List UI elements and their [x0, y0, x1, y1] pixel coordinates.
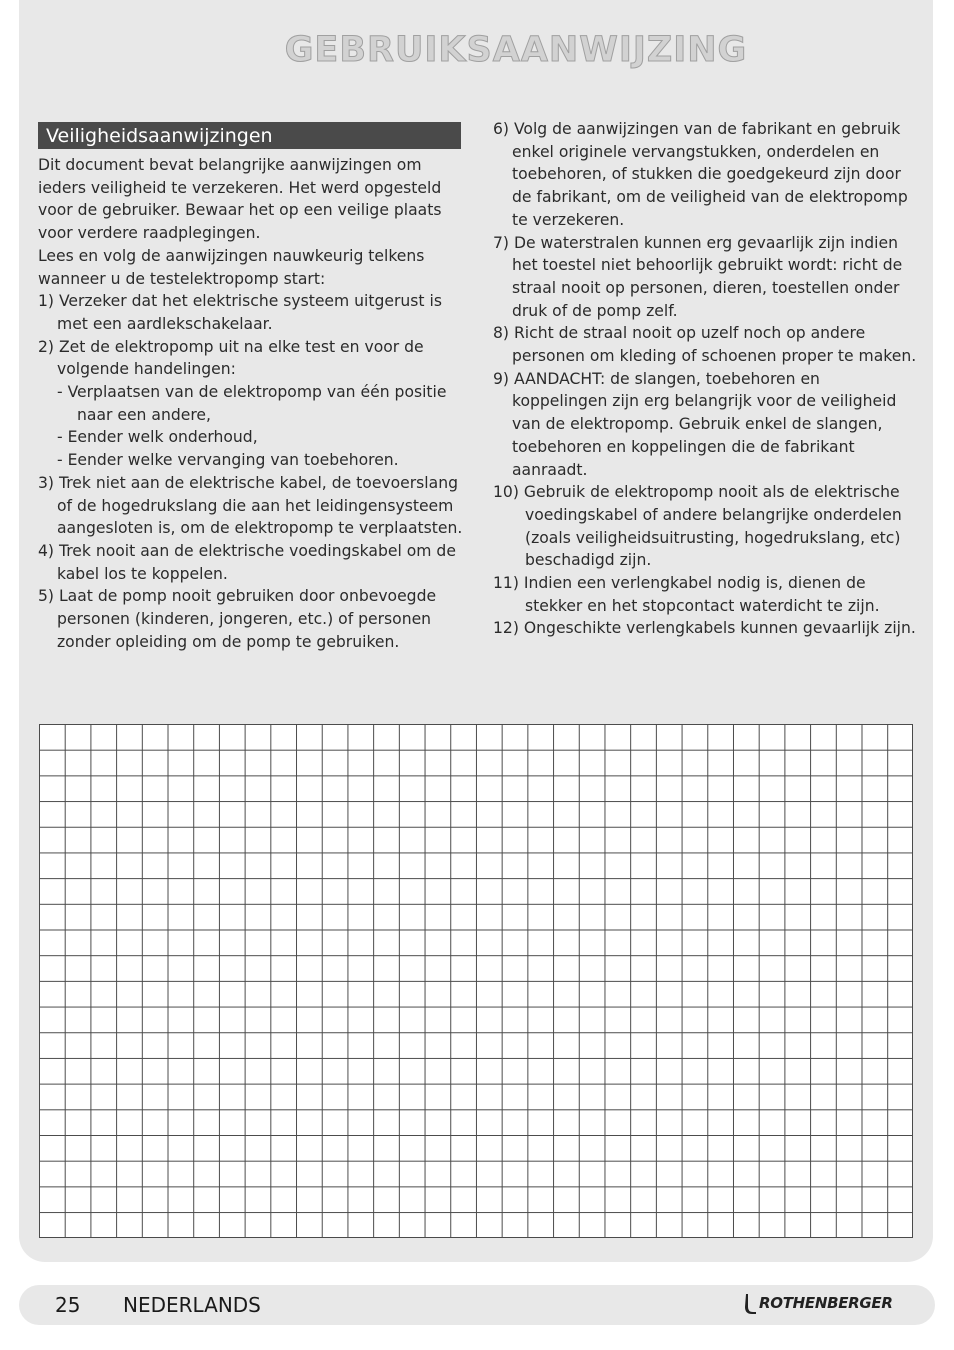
list-item-7: 7) De waterstralen kunnen erg gevaarlijk zijn indien het toestel niet behoorlijk gebruikt wordt: richt de straal nooit op personen, dieren, toestellen onder druk of de pomp zelf. — [493, 233, 903, 320]
list-item-5: 5) Laat de pomp nooit gebruiken door onbevoegde personen (kinderen, jongeren, etc.) of personen zonder opleiding om de pomp te gebruiken. — [38, 587, 437, 651]
intro-paragraph-1: Dit document bevat belangrijke aanwijzingen om ieders veiligheid te verzekeren. Het werd opgesteld voor de gebruiker. Bewaar het op een veilige plaats voor verdere raadplegingen. — [38, 156, 442, 243]
sub-item-2: - Eender welk onderhoud, — [57, 428, 258, 447]
sub-item-1: - Verplaatsen van de elektropomp van één positie naar een andere, — [57, 383, 447, 424]
page-number: 25 — [55, 1293, 81, 1317]
left-column — [38, 154, 463, 653]
list-item-1: 1) Verzeker dat het elektrische systeem uitgerust is met een aardlekschakelaar. — [38, 292, 442, 333]
right-column — [493, 118, 918, 640]
intro-paragraph-2: Lees en volg de aanwijzingen nauwkeurig telkens wanneer u de testelektropomp start: — [38, 246, 425, 288]
section-heading: Veiligheidsaanwijzingen — [38, 122, 461, 149]
list-item-11: 11) Indien een verlengkabel nodig is, dienen de stekker en het stopcontact waterdicht te zijn. — [493, 574, 880, 615]
list-item-4: 4) Trek nooit aan de elektrische voedingskabel om de kabel los te koppelen. — [38, 541, 456, 583]
list-item-9: 9) AANDACHT: de slangen, toebehoren en koppelingen zijn erg belangrijk voor de veiligheid van de elektropomp. Gebruik enkel de slangen, toebehoren en koppelingen die de fabrikant aanraadt. — [493, 369, 897, 479]
brand-mark-icon — [743, 1293, 757, 1315]
list-item-10: 10) Gebruik de elektropomp nooit als de elektrische voedingskabel of andere belangrijke onderdelen (zoals veiligheidsuitrusting, hogedrukslang, etc) beschadigd zijn. — [493, 483, 902, 570]
footer-bar — [19, 1285, 935, 1325]
list-item-8: 8) Richt de straal nooit op uzelf noch op andere personen om kleding of schoenen proper te maken. — [493, 324, 917, 366]
brand-logo — [743, 1291, 903, 1319]
list-item-12: 12) Ongeschikte verlengkabels kunnen gevaarlijk zijn. — [493, 619, 916, 638]
sub-item-3: - Eender welke vervanging van toebehoren. — [57, 451, 399, 470]
list-item-2: 2) Zet de elektropomp uit na elke test en voor de volgende handelingen: — [38, 337, 424, 379]
notes-grid — [39, 724, 913, 1238]
document-title: GEBRUIKSAANWIJZING — [284, 30, 748, 70]
list-item-3: 3) Trek niet aan de elektrische kabel, de toevoerslang of de hogedrukslang die aan het leidingensysteem aangesloten is, om de elektropomp te verplaatsten. — [38, 473, 463, 538]
language-label: NEDERLANDS — [123, 1293, 261, 1317]
list-item-6: 6) Volg de aanwijzingen van de fabrikant en gebruik enkel originele vervangstukken, onderdelen en toebehoren, of stukken die goedgekeurd zijn door de fabrikant, om de veiligheid van de elektropomp te verzekeren. — [493, 120, 908, 229]
brand-name: ROTHENBERGER — [759, 1294, 893, 1312]
